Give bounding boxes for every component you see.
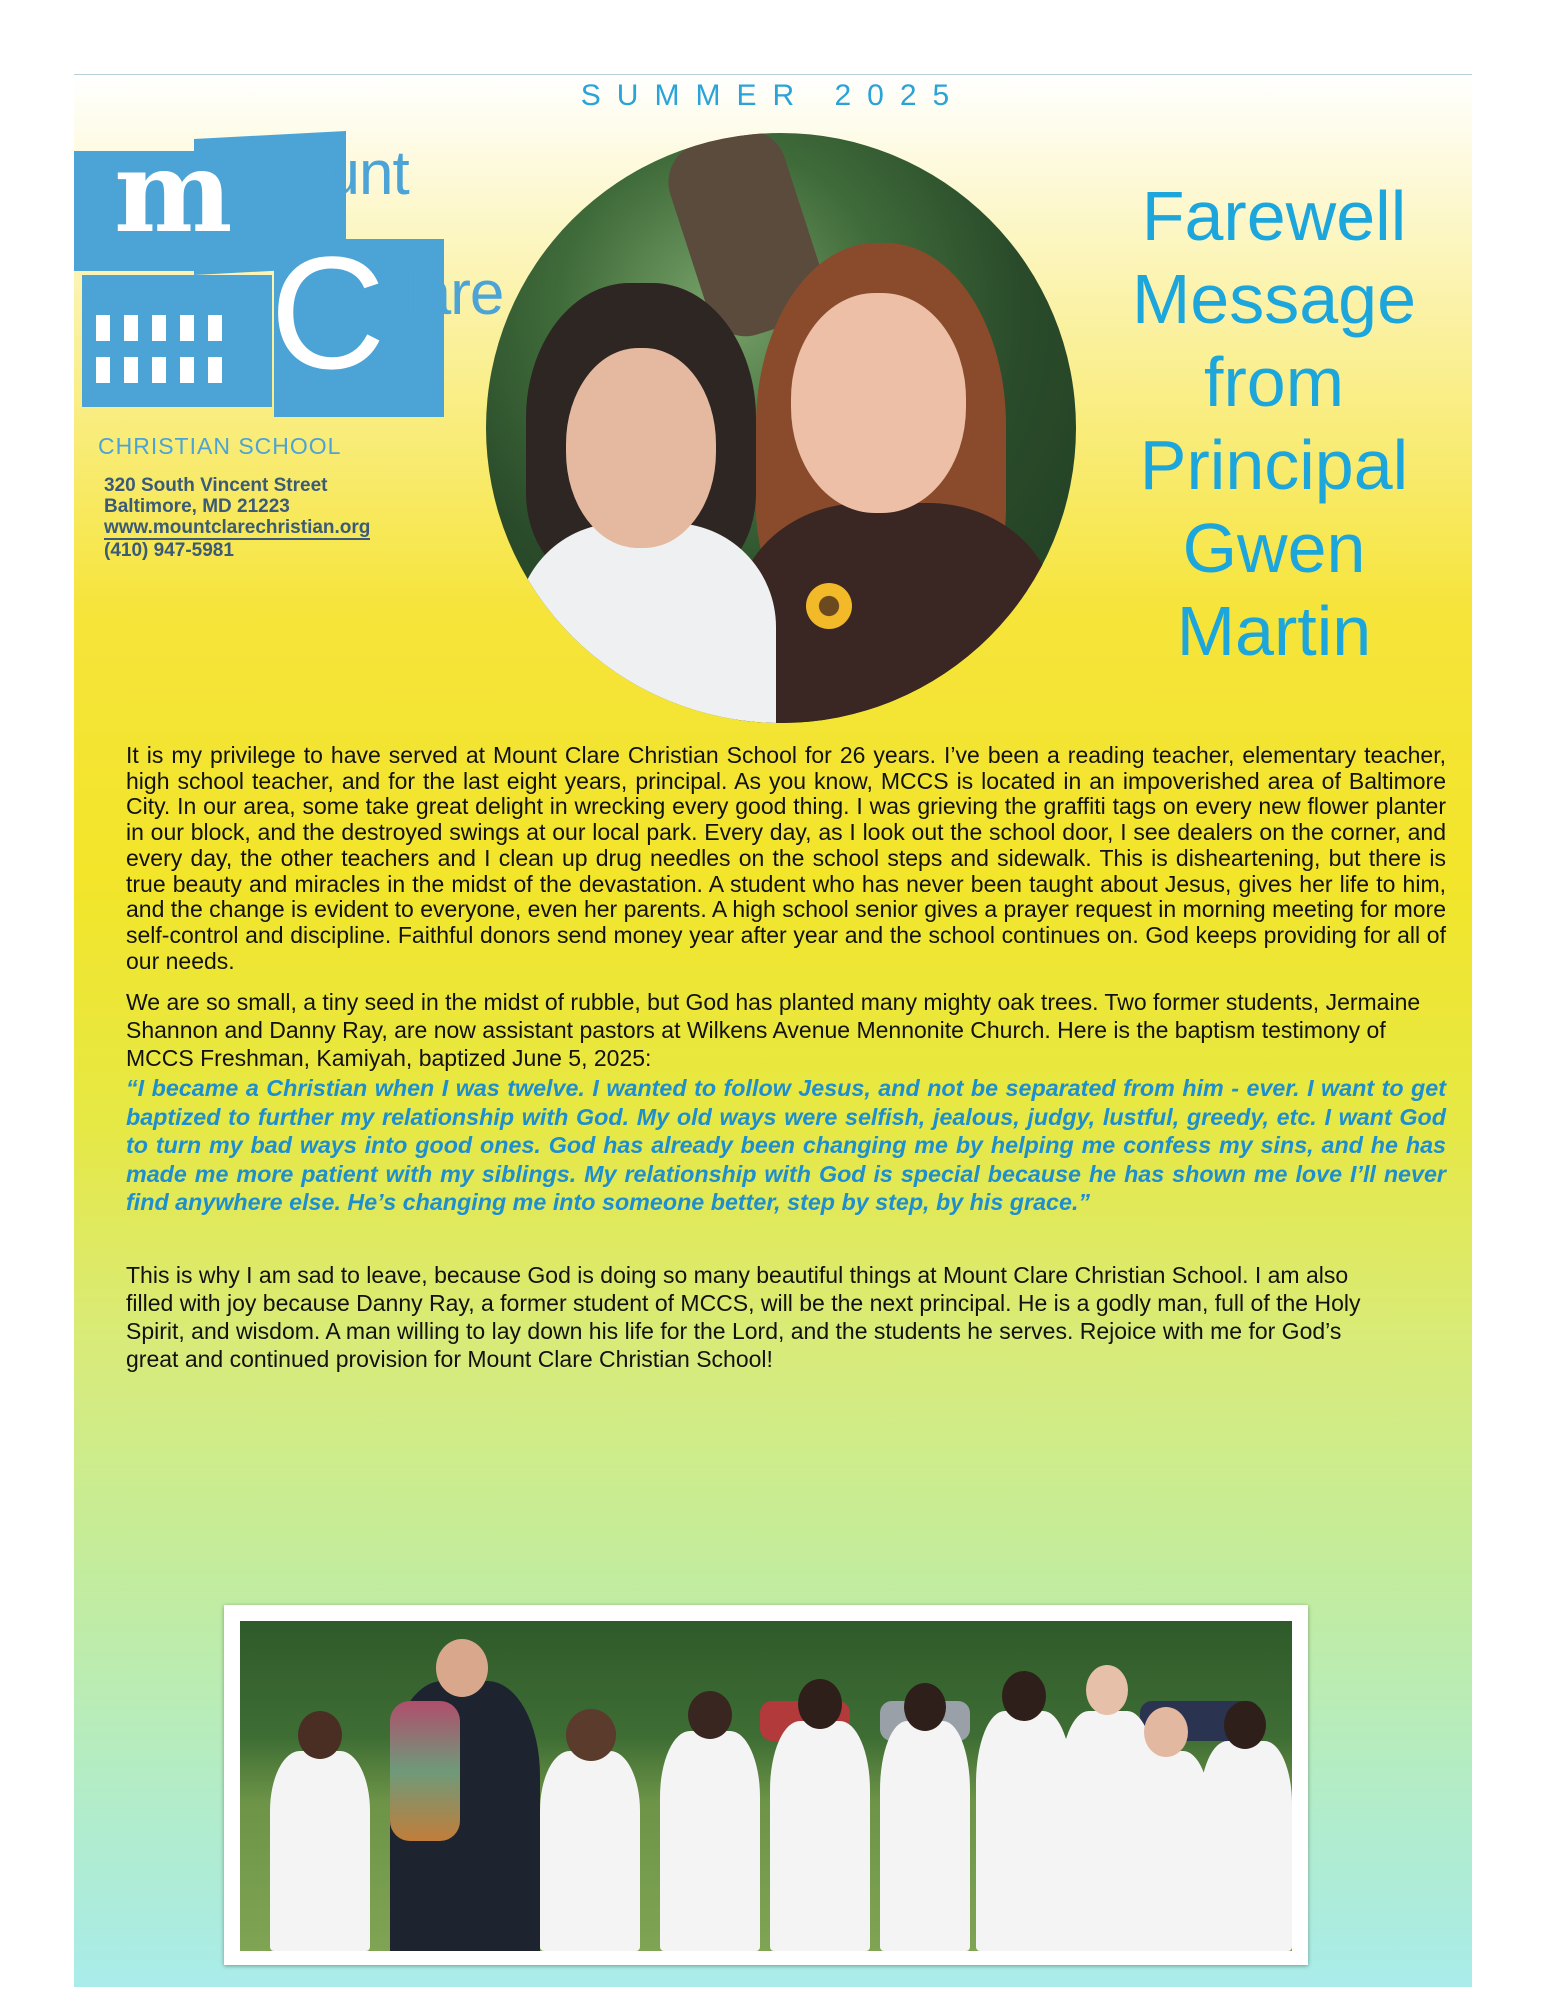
school-logo — [74, 115, 514, 459]
testimony-quote: “I became a Christian when I was twelve. I wanted to follow Jesus, and not be separated from him - ever. I want to get baptized to further my relationship with God. My old ways were selfish, jealous, judgy, lustful, greedy, etc. I want God to turn my bad ways into good ones. God has already been changing me by helping me confess my sins, and he has made me more patient with my siblings. My relationship with God is special because he has shown me love I’ll never find anywhere else. He’s changing me into someone better, step by step, by his grace.” — [126, 1075, 1446, 1216]
body-paragraph: We are so small, a tiny seed in the midst of rubble, but God has planted many mighty oak trees. Two former students, Jermaine Shannon and Danny Ray, are now assistant pastors at Wilkens Avenue Mennonite Church. Here is the baptism testimony of MCCS Freshman, Kamiyah, baptized June 5, 2025: — [126, 989, 1421, 1072]
logo-subtitle: CHRISTIAN SCHOOL — [98, 433, 342, 459]
logo-building — [82, 275, 272, 407]
photo-head — [566, 1709, 616, 1761]
article-body — [126, 743, 1446, 1373]
logo-window — [152, 357, 166, 383]
website-link[interactable]: www.mountclarechristian.org — [104, 517, 371, 538]
logo-window — [152, 315, 166, 341]
principal-photo — [486, 133, 1076, 723]
headline-line: Principal — [1139, 426, 1409, 504]
photo-robe — [1200, 1741, 1292, 1951]
body-paragraph: This is why I am sad to leave, because God is doing so many beautiful things at Mount Clare Christian School. I am also filled with joy because Danny Ray, a former student of MCCS, will be the next principal. He is a godly man, full of the Holy Spirit, and wisdom. A man willing to lay down his life for the Lord, and the students he serves. Rejoice with me for God’s great and continued provision for Mount Clare Christian School! — [126, 1261, 1361, 1372]
logo-ount-text: ount — [292, 139, 409, 208]
logo-window — [208, 357, 222, 383]
photo-scarf — [390, 1701, 460, 1841]
headline-line: Gwen — [1182, 509, 1366, 587]
baptism-group-photo — [240, 1621, 1292, 1951]
photo-robe — [270, 1751, 370, 1951]
headline-line: Farewell — [1141, 177, 1407, 255]
photo-robe — [880, 1721, 970, 1951]
photo-person-robe — [516, 523, 776, 723]
logo-lare-text: lare — [404, 259, 504, 328]
photo-head — [1086, 1665, 1128, 1715]
photo-head — [904, 1683, 946, 1731]
photo-head — [798, 1679, 842, 1729]
address-city: Baltimore, MD 21223 — [104, 496, 290, 517]
logo-window — [124, 357, 138, 383]
body-paragraph: It is my privilege to have served at Mount Clare Christian School for 26 years. I’ve been a reading teacher, elementary teacher, high school teacher, and for the last eight years, principal. As you know, MCCS is located in an impoverished area of Baltimore City. In our area, some take great delight in wrecking every good thing. I was grieving the graffiti tags on every new flower planter in our block, and the destroyed swings at our local park. Every day, as I look out the school door, I see dealers on the corner, and every day, the other teachers and I clean up drug needles on the school steps and sidewalk. This is disheartening, but there is true beauty and miracles in the midst of the devastation. A student who has never been taught about Jesus, gives her life to him, and the change is evident to everyone, even her parents. A high school senior gives a prayer request in morning meeting for more self-control and discipline. Faithful donors send money year after year and the school continues on. God keeps providing for all of our needs. — [126, 742, 1446, 974]
logo-c-letter: C — [270, 223, 386, 402]
photo-head — [298, 1711, 342, 1759]
photo-sunflower — [806, 583, 852, 629]
headline-line: Message — [1131, 260, 1417, 338]
photo-person-face — [791, 293, 966, 513]
photo-robe — [976, 1711, 1072, 1951]
photo-head — [436, 1639, 488, 1697]
headline-line: Martin — [1176, 592, 1372, 670]
address-street: 320 South Vincent Street — [104, 475, 328, 496]
logo-window — [124, 315, 138, 341]
logo-window — [96, 315, 110, 341]
photo-robe — [1120, 1751, 1210, 1951]
logo-window — [96, 357, 110, 383]
school-address — [104, 475, 370, 561]
photo-robe — [770, 1721, 870, 1951]
photo-person-shirt — [736, 503, 1056, 723]
logo-m-letter: m — [114, 127, 227, 258]
photo-robe — [660, 1731, 760, 1951]
photo-robe — [540, 1751, 640, 1951]
photo-head — [1144, 1707, 1188, 1757]
logo-window — [180, 357, 194, 383]
season-label: SUMMER 2025 — [580, 79, 966, 112]
photo-head — [688, 1691, 732, 1739]
logo-window — [208, 315, 222, 341]
phone-number: (410) 947-5981 — [104, 540, 234, 561]
photo-person-face — [566, 348, 716, 548]
newsletter-page — [74, 74, 1472, 1987]
baptism-photo-frame — [224, 1605, 1308, 1965]
headline — [1084, 175, 1464, 673]
photo-head — [1002, 1671, 1046, 1721]
headline-line: from — [1204, 343, 1344, 421]
photo-head — [1224, 1701, 1266, 1749]
logo-window — [180, 315, 194, 341]
